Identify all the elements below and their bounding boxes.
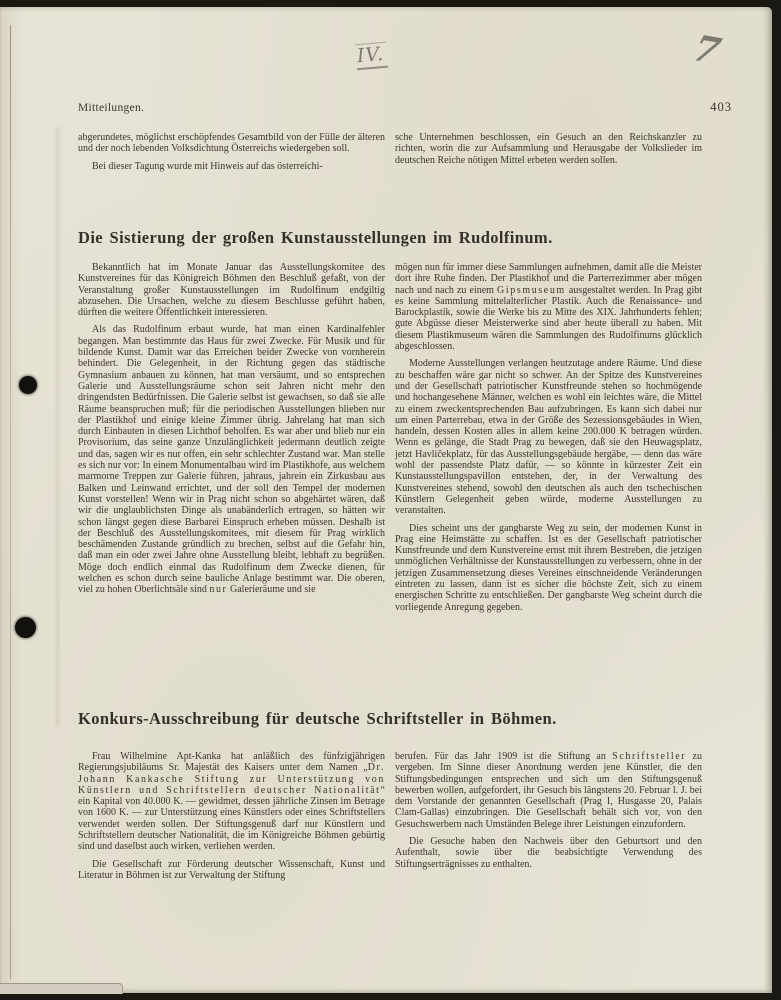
body-text: abgerundetes, möglichst erschöpfendes Gesamtbild von der Fülle der älteren und der noch lebenden Volksdichtung Österreichs wiedergeben soll. — [78, 132, 385, 155]
body-text: ausgestaltet werden. In Prag gibt es keine Sammlung mittelalterlicher Plastik. Auch die Renaissance- und Barockplastik, sowie die Werke bis zu Mitte des XIX. Jahrhunderts fehlen; gute Abgüsse dieser Meisterwerke sind aber heute überall zu haben. Mit diesem Plastikmuseum wären die Sammlungen des Rudolfinums glücklich abgeschlossen. — [395, 284, 702, 353]
body-text: Frau Wilhelmine Apt-Kanka hat anläßlich des fünfzigjährigen Regierungsjubiläums Sr. Majestät des Kaisers unter dem Namen „ — [78, 751, 385, 774]
article-2-headline: Konkurs-Ausschreibung für deutsche Schriftsteller in Böhmen. — [78, 709, 557, 728]
emphasized-text: Schriftsteller — [612, 751, 687, 762]
article-1-headline: Die Sistierung der großen Kunstausstellungen im Rudolfinum. — [78, 228, 553, 247]
paragraph — [78, 859, 385, 882]
page-fold-shadow — [54, 127, 61, 727]
body-text: zu vergeben. Im Sinne dieser Anordnung werden jene Künstler, die den Stiftungsbedingungen entsprechen und sich um den Stiftungsgenuß bewerben wollen, aufgefordert, ihr Gesuch bis längstens 20. Februar l. J. bei dem Vorstande der genannten Gesellschaft (Prag I, Husgasse 20, Palais Clam-Gallas) einzubringen. Die Gesellschaft behält sich vor, von den Gesuchswerbern nach Umständen Belege ihrer Leistungen einzufordern. — [395, 751, 702, 830]
paragraph — [78, 262, 385, 318]
hole-punch-bottom — [15, 617, 36, 638]
body-text: sche Unternehmen beschlossen, ein Gesuch an den Reichskanzler zu richten, worin die zur Aufsammlung und Herausgabe der Volkslieder im deutschen Reiche nötigen Mittel erbeten werden sollen. — [395, 132, 702, 166]
body-text: “ ein Kapital von 40.000 K. — gewidmet, dessen jährliche Zinsen im Betrage von 1600 K. — zur Unterstützung eines Künstlers oder eines Schriftstellers verwendet werden sollen. Der Stiftungsgenuß darf nur Künstlern und Schriftstellern deutscher Nationalität, die im Königreiche Böhmen gebürtig sind und daselbst auch wirken, verliehen werden. — [78, 784, 385, 853]
intro-column-right — [395, 132, 702, 178]
body-text: mögen nun für immer diese Sammlungen aufnehmen, damit alle die Meister dort ihre Ruhe finden. Der Plastikhof und die Parterrezimmer aber mögen nach und nach zu einem — [395, 262, 702, 296]
handwritten-roman-numeral: IV. — [355, 42, 388, 71]
scanned-page — [0, 7, 772, 993]
intro-column-left — [78, 132, 385, 178]
article-1-column-left — [78, 262, 385, 712]
paragraph — [395, 262, 702, 352]
body-text: Dies scheint uns der gangbarste Weg zu sein, der modernen Kunst in Prag eine Heimstätte zu schaffen. Ist es der Gesellschaft patriotischer Kunstfreunde und dem Kunstvereine ernst mit ihrem Bestreben, die jetzigen unmöglichen Verhältnisse der Kunstausstellungen zu verbessern, ohne in der jetzigen Zusammensetzung dieses Vereines einschneidende Veränderungen eintreten zu lassen, dann ist es sicher die höchste Zeit, sich zu einem energischen Schritte zu entschließen. Der gangbarste Weg scheint durch die vorliegende Anregung gegeben. — [395, 522, 702, 613]
paragraph — [395, 358, 702, 516]
body-text: Galerieräume und sie — [227, 584, 316, 596]
page-edge-crease — [10, 25, 11, 979]
body-text: Moderne Ausstellungen verlangen heutzutage andere Räume. Und diese zu beschaffen wäre gar nicht so schwer. An der Spitze des Kunstvereines und der Gesellschaft patriotischer Kunstfreunde stehen so hochmögende und hochangesehene Männer, welchen es wohl ein leichtes wäre, die Mittel zu einem zweckentsprechenden Bau aufzubringen. Es kann sich dabei nur um einen Parterrebau, etwa in der Größe des Sezessionsgebäudes in Wien, handeln, dessen Kosten alles in allem keine 200.000 K betragen würden. Wenn es gelänge, die Stadt Prag zu bewegen, daß sie den Heuwagsplatz, jetzt Havličekplatz, für das Ausstellungsgebäude hergäbe, — denn das wäre wohl der passendste Platz dafür, — so könnte in kürzester Zeit ein Kunstausstellungspavillon entstehen, der, in der Verwaltung des Kunstvereines stehend, sowohl den deutschen als auch den tschechischen Künstlern Gelegenheit geben würde, moderne Ausstellungen zu veranstalten. — [395, 358, 702, 517]
page-number: 403 — [710, 100, 732, 114]
article-2-column-left — [78, 751, 385, 919]
paragraph — [395, 836, 702, 870]
body-text: Bei dieser Tagung wurde mit Hinweis auf das österreichi- — [92, 160, 323, 172]
article-1-column-right — [395, 262, 702, 712]
emphasized-text: Dr. Johann Kankasche Stiftung zur Unterstützung von Künstlern und Schriftstellern deutscher Nationalität — [78, 762, 385, 796]
article-2-body — [78, 751, 702, 919]
running-head: Mitteilungen. — [78, 102, 145, 114]
article-1-body — [78, 262, 702, 712]
page-stack-edge — [0, 983, 123, 994]
paragraph — [395, 132, 702, 166]
emphasized-text: Gipsmuseum — [497, 284, 566, 296]
body-text: berufen. Für das Jahr 1909 ist die Stiftung an — [395, 751, 613, 762]
paragraph — [78, 161, 385, 172]
emphasized-text: nur — [209, 584, 228, 596]
handwritten-page-mark: 7 — [687, 27, 726, 73]
paragraph — [395, 751, 702, 830]
body-text: Die Gesellschaft zur Förderung deutscher Wissenschaft, Kunst und Literatur in Böhmen ist zur Verwaltung der Stiftung — [78, 858, 385, 881]
intro-section — [78, 132, 702, 178]
body-text: Bekanntlich hat im Monate Januar das Ausstellungskomitee des Kunstvereines für das Königreich Böhmen den Beschluß gefaßt, von der Veranstaltung großer Kunstausstellungen im Rudolfinum endgiltig abzusehen. Die Ursachen, welche zu diesem Beschlusse geführt haben, dürften die weitere Öffentlichkeit interessieren. — [78, 262, 385, 319]
body-text: Als das Rudolfinum erbaut wurde, hat man einen Kardinalfehler begangen. Man bestimmte das Haus für zwei Zwecke. Für Musik und für bildende Kunst. Damit war das Erreichen beider Zwecke von vornherein behindert. Die Gelegenheit, in der Richtung gegen das städtische Gymnasium anbauen zu können, hat man versäumt, und so entsprechen Galerie und Ausstellungsräume schon seit Jahren nicht mehr den dringendsten Bedürfnissen. Die Galerie selbst ist gewachsen, so daß sie alle Räume beanspruchen muß; für die periodischen Ausstellungen blieben nur der Plastikhof und einige kleine Zimmer übrig. Jahrelang hat man sich durch Einbauten in diesen Lichthof beholfen. Es war aber und blieb nur ein Provisorium, das seine ganze Unzulänglichkeit jedermann deutlich zeigte und das, sagen wir es nur offen, ein sehr schlechter Zustand war. Man stelle es sich nur vor: In einem Monumentalbau wird im Plastikhofe, aus welchem marmorne Treppen zur Galerie führen, jahraus, jahrein ein Zirkusbau aus Balken und Leinwand errichtet, und der soll den Tempel der modernen Kunst vorstellen! Wenn wir in Prag nicht schon so abgehärtet wären, daß wir die unglaublichsten Dinge als unabänderlich ertragen, so hätten wir schon längst gegen diese Barbarei Einspruch erheben müssen. Deshalb ist der Beschluß des Ausstellungskomitees, mit diesem für Prag wirklich beschämenden Zustande gründlich zu brechen, selbst auf die Gefahr hin, daß man ein oder zwei Jahre ohne Ausstellung bleibt, lebhaft zu begrüßen. Möge doch endlich einmal das Rudolfinum dem Zwecke dienen, für welchen es schon durch seine bauliche Anlage bestimmt war. Die oberen, viel zu hohen Oberlichtsäle sind — [78, 324, 385, 596]
paragraph — [78, 324, 385, 595]
paragraph — [395, 523, 702, 613]
article-2-column-right — [395, 751, 702, 919]
paragraph — [78, 132, 385, 155]
paragraph — [78, 751, 385, 853]
hole-punch-top — [19, 376, 37, 394]
body-text: Die Gesuche haben den Nachweis über den Geburtsort und den Aufenthalt, sowie über die beabsichtigte Verwendung des Stiftungserträgnisses zu enthalten. — [395, 836, 702, 870]
